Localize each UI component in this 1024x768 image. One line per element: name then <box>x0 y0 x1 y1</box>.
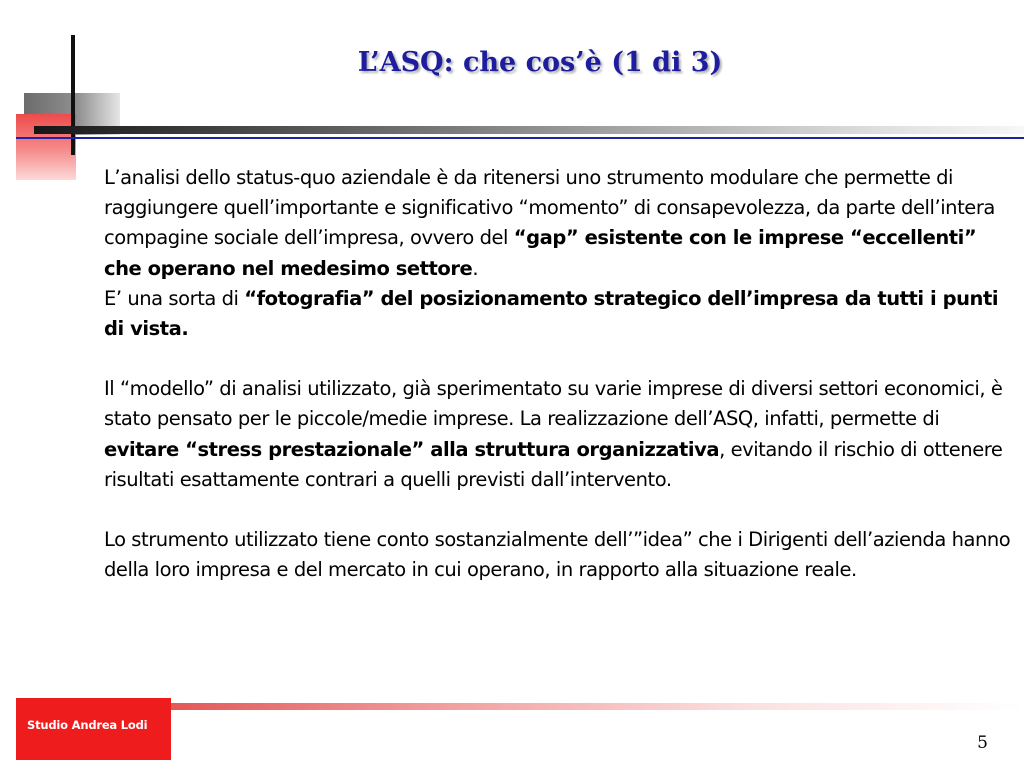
studio-label: Studio Andrea Lodi <box>27 718 148 732</box>
decorative-red-square <box>16 114 76 180</box>
studio-label-box <box>16 698 171 760</box>
header-blue-rule <box>16 137 1024 139</box>
paragraph-1-bold-a: “gap” esistente con le imprese “eccellenti” che operano nel medesimo settore <box>104 226 977 280</box>
page-number: 5 <box>977 733 988 753</box>
paragraph-3: Lo strumento utilizzato tiene conto sostanzialmente dell’”idea” che i Dirigenti dell’azienda hanno della loro impresa e del mercato in cui operano, in rapporto alla situazione reale. <box>104 528 1011 582</box>
slide-body <box>104 163 1016 585</box>
paragraph-1-text-c: E’ una sorta di <box>104 286 245 310</box>
paragraph-1-text-a: L’analisi dello status-quo aziendale è da ritenersi uno strumento modulare che permette di raggiungere quell’importante e significativo “momento” di consapevolezza, da parte dell’intera compagine sociale dell’impresa, ovvero del <box>104 166 995 250</box>
paragraph-2-text-a: Il “modello” di analisi utilizzato, già sperimentato su varie imprese di diversi settori economici, è stato pensato per le piccole/medie imprese. La realizzazione dell’ASQ, infatti, permette di <box>104 377 1003 431</box>
header-gradient-bar <box>34 126 1024 134</box>
footer-gradient-bar <box>104 703 1024 710</box>
paragraph-1-bold-b: “fotografia” del posizionamento strategico dell’impresa da tutti i punti di vista. <box>104 286 999 341</box>
paragraph-2 <box>104 374 1016 495</box>
paragraph-1-text-b: . <box>472 256 479 280</box>
paragraph-2-text-b: , evitando il rischio di ottenere risultati esattamente contrari a quelli previsti dall’intervento. <box>104 437 1003 491</box>
slide-title: L’ASQ: che cos’è (1 di 3) <box>357 47 723 78</box>
paragraph-1 <box>104 163 1016 344</box>
paragraph-2-bold-a: evitare “stress prestazionale” alla struttura organizzativa <box>104 437 720 461</box>
